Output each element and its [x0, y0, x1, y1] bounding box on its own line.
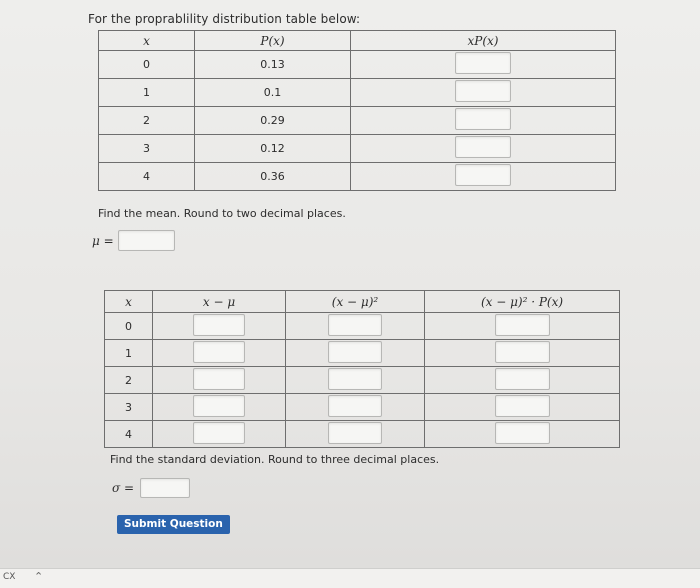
- header-x: x: [105, 291, 153, 313]
- squared-input-3[interactable]: [328, 395, 382, 417]
- weighted-input-3[interactable]: [495, 395, 550, 417]
- submit-question-button[interactable]: Submit Question: [117, 515, 230, 534]
- x-value: 1: [99, 79, 195, 107]
- table-row: [99, 107, 616, 135]
- x-value: 2: [99, 107, 195, 135]
- probability-table: [98, 30, 616, 191]
- x-value: 1: [105, 340, 153, 367]
- table-header-row: [105, 291, 620, 313]
- squared-input-2[interactable]: [328, 368, 382, 390]
- weighted-input-0[interactable]: [495, 314, 550, 336]
- header-x-minus-mu-squared: (x − μ)²: [286, 291, 425, 313]
- table-row: [105, 394, 620, 421]
- squared-input-0[interactable]: [328, 314, 382, 336]
- weighted-input-1[interactable]: [495, 341, 550, 363]
- table-row: [99, 51, 616, 79]
- mean-answer-row: [92, 230, 175, 251]
- p-value: 0.12: [195, 135, 351, 163]
- weighted-input-4[interactable]: [495, 422, 550, 444]
- sd-input[interactable]: [140, 478, 190, 498]
- sd-prompt: Find the standard deviation. Round to three decimal places.: [110, 453, 440, 466]
- header-squared-times-p: (x − μ)² · P(x): [425, 291, 620, 313]
- x-minus-mu-input-1[interactable]: [193, 341, 245, 363]
- x-value: 3: [105, 394, 153, 421]
- mean-input[interactable]: [118, 230, 175, 251]
- x-value: 2: [105, 367, 153, 394]
- squared-input-4[interactable]: [328, 422, 382, 444]
- bottom-bar: [0, 568, 700, 588]
- header-x-minus-mu: x − μ: [153, 291, 286, 313]
- header-x: x: [99, 31, 195, 51]
- x-value: 0: [99, 51, 195, 79]
- header-xpx: xP(x): [351, 31, 616, 51]
- x-minus-mu-input-0[interactable]: [193, 314, 245, 336]
- squared-input-1[interactable]: [328, 341, 382, 363]
- xpx-input-0[interactable]: [455, 52, 511, 74]
- sigma-label: σ =: [112, 481, 135, 495]
- table-header-row: [99, 31, 616, 51]
- intro-text: For the proprablility distribution table below:: [88, 12, 361, 26]
- p-value: 0.29: [195, 107, 351, 135]
- sd-answer-row: [112, 478, 190, 498]
- bottom-left-text: CX: [3, 572, 16, 582]
- chevron-up-icon[interactable]: ⌃: [34, 570, 44, 583]
- x-minus-mu-input-3[interactable]: [193, 395, 245, 417]
- x-value: 4: [99, 163, 195, 191]
- x-value: 0: [105, 313, 153, 340]
- xpx-input-4[interactable]: [455, 164, 511, 186]
- mean-prompt: Find the mean. Round to two decimal places.: [98, 207, 346, 220]
- mu-label: μ =: [92, 233, 114, 248]
- header-px: P(x): [195, 31, 351, 51]
- table-row: [105, 367, 620, 394]
- table-row: [105, 340, 620, 367]
- weighted-input-2[interactable]: [495, 368, 550, 390]
- table-row: [99, 135, 616, 163]
- xpx-input-2[interactable]: [455, 108, 511, 130]
- p-value: 0.1: [195, 79, 351, 107]
- x-value: 3: [99, 135, 195, 163]
- p-value: 0.36: [195, 163, 351, 191]
- deviation-table: [104, 290, 620, 448]
- table-row: [105, 313, 620, 340]
- table-row: [99, 163, 616, 191]
- table-row: [105, 421, 620, 448]
- xpx-input-1[interactable]: [455, 80, 511, 102]
- x-minus-mu-input-4[interactable]: [193, 422, 245, 444]
- x-minus-mu-input-2[interactable]: [193, 368, 245, 390]
- xpx-input-3[interactable]: [455, 136, 511, 158]
- p-value: 0.13: [195, 51, 351, 79]
- table-row: [99, 79, 616, 107]
- x-value: 4: [105, 421, 153, 448]
